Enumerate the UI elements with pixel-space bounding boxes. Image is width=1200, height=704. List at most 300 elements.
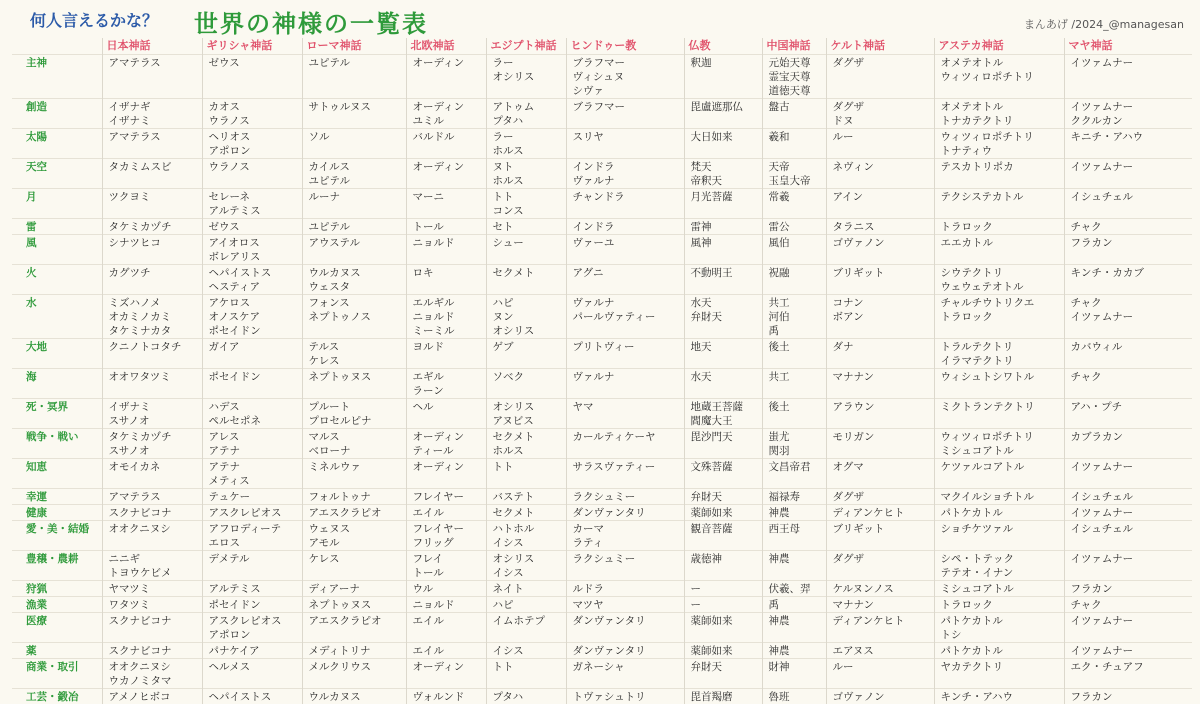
god-cell: フォンス ネプトゥノス (302, 295, 406, 339)
god-cell: モリガン (826, 429, 934, 459)
god-cell: 薬師如来 (684, 643, 762, 659)
god-cell: トト (486, 459, 566, 489)
god-cell: アウステル (302, 235, 406, 265)
god-cell: ロキ (406, 265, 486, 295)
god-cell: 魯班 (762, 689, 826, 704)
god-cell: ネプトゥヌス (302, 369, 406, 399)
god-cell: フレイヤー フリッグ (406, 521, 486, 551)
god-cell: インドラ (566, 219, 684, 235)
god-cell: プタハ (486, 689, 566, 704)
god-cell: ルーナ (302, 189, 406, 219)
god-cell: 月光菩薩 (684, 189, 762, 219)
god-cell: 蚩尤 関羽 (762, 429, 826, 459)
table-row (12, 219, 1192, 235)
table-row (12, 505, 1192, 521)
god-cell: オーディン (406, 659, 486, 689)
god-cell: 福禄寿 (762, 489, 826, 505)
god-cell: エク・チュアフ (1064, 659, 1192, 689)
god-cell: ゼウス (202, 55, 302, 99)
god-cell: ダグザ ドヌ (826, 99, 934, 129)
god-cell: チャク (1064, 597, 1192, 613)
category-label: 健康 (12, 505, 102, 521)
god-cell: フラカン (1064, 235, 1192, 265)
god-cell: 後土 (762, 399, 826, 429)
god-cell: イツァムナー (1064, 55, 1192, 99)
column-header: 日本神話 (102, 38, 202, 55)
god-cell: ケツァルコアトル (934, 459, 1064, 489)
god-cell: ミネルウァ (302, 459, 406, 489)
god-cell: 盤古 (762, 99, 826, 129)
god-cell: 水天 (684, 369, 762, 399)
god-cell: チャク (1064, 219, 1192, 235)
god-cell: 風伯 (762, 235, 826, 265)
god-cell: スクナビコナ (102, 643, 202, 659)
god-cell: 天帝 玉皇大帝 (762, 159, 826, 189)
god-cell: ハピ (486, 597, 566, 613)
god-cell: ワタツミ (102, 597, 202, 613)
god-cell: エイル (406, 505, 486, 521)
god-cell: ラー オシリス (486, 55, 566, 99)
table-header-corner (12, 38, 102, 55)
god-cell: ー (684, 581, 762, 597)
god-cell: アスクレピオス (202, 505, 302, 521)
column-header: アステカ神話 (934, 38, 1064, 55)
god-cell: ウィツィロポチトリ トナティウ (934, 129, 1064, 159)
god-cell: チャルチウトリクエ トラロック (934, 295, 1064, 339)
god-cell: ウルカヌス ウェスタ (302, 265, 406, 295)
god-cell: 地天 (684, 339, 762, 369)
god-cell: ー (684, 597, 762, 613)
god-cell: シナツヒコ (102, 235, 202, 265)
god-cell: ヘル (406, 399, 486, 429)
god-cell: ミシュコアトル (934, 581, 1064, 597)
god-cell: イツァムナー (1064, 505, 1192, 521)
god-cell: ゴヴァノン (826, 235, 934, 265)
god-cell: トール (406, 219, 486, 235)
god-cell: マツヤ (566, 597, 684, 613)
god-cell: トラロック (934, 219, 1064, 235)
god-cell: ディアンケヒト (826, 505, 934, 521)
god-cell: ガネーシャ (566, 659, 684, 689)
god-cell: キンチ・カカブ (1064, 265, 1192, 295)
god-cell: パトケカトル トシ (934, 613, 1064, 643)
god-cell: パトケカトル (934, 505, 1064, 521)
god-cell: エエカトル (934, 235, 1064, 265)
god-cell: 神農 (762, 613, 826, 643)
god-cell: ウィシュトシワトル (934, 369, 1064, 399)
god-cell: アマテラス (102, 55, 202, 99)
god-cell: ハデス ペルセポネ (202, 399, 302, 429)
god-cell: ヴォルンド (406, 689, 486, 704)
god-cell: オメテオトル トナカテクトリ (934, 99, 1064, 129)
god-cell: サトゥルヌス (302, 99, 406, 129)
god-cell: オメテオトル ウィツィロポチトリ (934, 55, 1064, 99)
god-cell: 伏羲、羿 (762, 581, 826, 597)
table-row (12, 551, 1192, 581)
god-cell: 禹 (762, 597, 826, 613)
god-cell: タラニス (826, 219, 934, 235)
god-cell: スクナビコナ (102, 505, 202, 521)
god-cell: イツァムナー (1064, 159, 1192, 189)
category-label: 戦争・戦い (12, 429, 102, 459)
god-cell: イシュチェル (1064, 189, 1192, 219)
god-cell: 元始天尊 霊宝天尊 道徳天尊 (762, 55, 826, 99)
god-cell: ウル (406, 581, 486, 597)
god-cell: フレイ トール (406, 551, 486, 581)
table-row (12, 129, 1192, 159)
god-cell: ミズハノメ オカミノカミ タケミナカタ (102, 295, 202, 339)
god-cell: インドラ ヴァルナ (566, 159, 684, 189)
god-cell: マーニ (406, 189, 486, 219)
god-cell: スクナビコナ (102, 613, 202, 643)
category-label: 大地 (12, 339, 102, 369)
god-cell: デメテル (202, 551, 302, 581)
god-cell: 地蔵王菩薩 閻魔大王 (684, 399, 762, 429)
god-cell: イザナギ イザナミ (102, 99, 202, 129)
god-cell: アレス アテナ (202, 429, 302, 459)
god-cell: ヘリオス アポロン (202, 129, 302, 159)
god-cell: シュー (486, 235, 566, 265)
god-cell: オオワタツミ (102, 369, 202, 399)
god-cell: ニョルド (406, 235, 486, 265)
god-cell: ラー ホルス (486, 129, 566, 159)
category-label: 愛・美・結婚 (12, 521, 102, 551)
god-cell: ユピテル (302, 219, 406, 235)
header (0, 0, 1200, 38)
god-cell: 弁財天 (684, 489, 762, 505)
category-label: 天空 (12, 159, 102, 189)
god-cell: ウィツィロポチトリ ミシュコアトル (934, 429, 1064, 459)
god-cell: チャンドラ (566, 189, 684, 219)
god-cell: ダグザ (826, 489, 934, 505)
god-cell: ユピテル (302, 55, 406, 99)
god-cell: フォルトゥナ (302, 489, 406, 505)
god-cell: アスクレピオス アポロン (202, 613, 302, 643)
god-cell: オグマ (826, 459, 934, 489)
column-header: ヒンドゥー教 (566, 38, 684, 55)
god-cell: キニチ・アハウ (1064, 129, 1192, 159)
god-cell: プリトヴィー (566, 339, 684, 369)
god-cell: エイル (406, 613, 486, 643)
god-cell: ヤマツミ (102, 581, 202, 597)
god-cell: シウテクトリ ウェウェテオトル (934, 265, 1064, 295)
god-cell: セレーネ アルテミス (202, 189, 302, 219)
god-cell: 文昌帝君 (762, 459, 826, 489)
god-cell: カールティケーヤ (566, 429, 684, 459)
god-cell: トト コンス (486, 189, 566, 219)
god-cell: トラルテクトリ イラマテクトリ (934, 339, 1064, 369)
column-header: 仏教 (684, 38, 762, 55)
category-label: 豊穣・農耕 (12, 551, 102, 581)
category-label: 太陽 (12, 129, 102, 159)
god-cell: シペ・トテック テテオ・イナン (934, 551, 1064, 581)
god-cell: 文殊菩薩 (684, 459, 762, 489)
god-cell: タケミカヅチ (102, 219, 202, 235)
god-cell: 神農 (762, 505, 826, 521)
god-cell: ゼウス (202, 219, 302, 235)
category-label: 海 (12, 369, 102, 399)
god-cell: オーディン (406, 55, 486, 99)
god-cell: ブラフマー (566, 99, 684, 129)
god-cell: 不動明王 (684, 265, 762, 295)
god-cell: カーマ ラティ (566, 521, 684, 551)
god-cell: マクイルショチトル (934, 489, 1064, 505)
god-cell: ヘパイストス (202, 689, 302, 704)
god-cell: ダグザ (826, 55, 934, 99)
god-cell: イザナミ スサノオ (102, 399, 202, 429)
god-cell: ダンヴァンタリ (566, 643, 684, 659)
god-cell: ケルヌンノス (826, 581, 934, 597)
table-row (12, 429, 1192, 459)
god-cell: ネイト (486, 581, 566, 597)
god-cell: アグニ (566, 265, 684, 295)
god-cell: ウェヌス アモル (302, 521, 406, 551)
question-text: 何人言えるかな？ (30, 8, 158, 31)
god-cell: オーディン (406, 159, 486, 189)
category-label: 工芸・鍛冶 (12, 689, 102, 704)
god-cell: セクメト (486, 265, 566, 295)
god-cell: 共工 (762, 369, 826, 399)
god-cell: オーディン ユミル (406, 99, 486, 129)
god-cell: イツァムナー (1064, 643, 1192, 659)
god-cell: セクメト ホルス (486, 429, 566, 459)
god-cell: テスカトリポカ (934, 159, 1064, 189)
god-cell: イシュチェル (1064, 521, 1192, 551)
god-cell: 毘沙門天 (684, 429, 762, 459)
god-cell: キンチ・アハウ (934, 689, 1064, 704)
god-cell: アメノヒボコ (102, 689, 202, 704)
god-cell: 毘盧遮那仏 (684, 99, 762, 129)
god-cell: メルクリウス (302, 659, 406, 689)
god-cell: フレイヤー (406, 489, 486, 505)
god-cell: アマテラス (102, 129, 202, 159)
god-cell: カイルス ユピテル (302, 159, 406, 189)
god-cell: アラウン (826, 399, 934, 429)
god-cell: ヌト ホルス (486, 159, 566, 189)
god-cell: セクメト (486, 505, 566, 521)
table-row (12, 369, 1192, 399)
god-cell: ソル (302, 129, 406, 159)
god-cell: 神農 (762, 643, 826, 659)
category-label: 医療 (12, 613, 102, 643)
god-cell: アエスクラピオ (302, 505, 406, 521)
god-cell: ネヴィン (826, 159, 934, 189)
table-row (12, 643, 1192, 659)
god-cell: ツクヨミ (102, 189, 202, 219)
category-label: 死・冥界 (12, 399, 102, 429)
god-cell: 梵天 帝釈天 (684, 159, 762, 189)
god-cell: ラクシュミー (566, 551, 684, 581)
god-cell: ミクトランテクトリ (934, 399, 1064, 429)
god-cell: ゴヴァノン (826, 689, 934, 704)
table-row (12, 581, 1192, 597)
god-cell: ニョルド (406, 597, 486, 613)
category-label: 風 (12, 235, 102, 265)
god-cell: イツァムナー (1064, 459, 1192, 489)
god-cell: ガイア (202, 339, 302, 369)
god-cell: サラスヴァティー (566, 459, 684, 489)
god-cell: バステト (486, 489, 566, 505)
god-cell: ソベク (486, 369, 566, 399)
god-cell: 風神 (684, 235, 762, 265)
category-label: 雷 (12, 219, 102, 235)
god-cell: カブラカン (1064, 429, 1192, 459)
god-cell: ヨルド (406, 339, 486, 369)
god-cell: エアヌス (826, 643, 934, 659)
god-cell: ルドラ (566, 581, 684, 597)
god-cell: タカミムスビ (102, 159, 202, 189)
table-row (12, 597, 1192, 613)
god-cell: ブリギット (826, 265, 934, 295)
god-cell: カオス ウラノス (202, 99, 302, 129)
table-row (12, 159, 1192, 189)
column-header: 北欧神話 (406, 38, 486, 55)
column-header: エジプト神話 (486, 38, 566, 55)
god-cell: 毘首羯磨 (684, 689, 762, 704)
god-cell: ダンヴァンタリ (566, 613, 684, 643)
category-label: 主神 (12, 55, 102, 99)
god-cell: テュケー (202, 489, 302, 505)
god-cell: カバウィル (1064, 339, 1192, 369)
god-cell: イツァムナー ククルカン (1064, 99, 1192, 129)
category-label: 火 (12, 265, 102, 295)
god-cell: オオクニヌシ (102, 521, 202, 551)
god-cell: 雷公 (762, 219, 826, 235)
table-row (12, 399, 1192, 429)
god-cell: パナケイア (202, 643, 302, 659)
table-row (12, 99, 1192, 129)
god-cell: マルス ベローナ (302, 429, 406, 459)
table-row (12, 689, 1192, 704)
god-cell: マナナン (826, 369, 934, 399)
god-cell: イシス (486, 643, 566, 659)
god-cell: タケミカヅチ スサノオ (102, 429, 202, 459)
god-cell: コナン ボアン (826, 295, 934, 339)
god-cell: チャク イツァムナー (1064, 295, 1192, 339)
table-row (12, 521, 1192, 551)
column-header: ケルト神話 (826, 38, 934, 55)
table-header-row (12, 38, 1192, 55)
god-cell: 祝融 (762, 265, 826, 295)
god-cell: エギル ラーン (406, 369, 486, 399)
category-label: 知恵 (12, 459, 102, 489)
god-cell: ハトホル イシス (486, 521, 566, 551)
god-cell: 共工 河伯 禹 (762, 295, 826, 339)
god-cell: 歳徳神 (684, 551, 762, 581)
gods-table (12, 38, 1192, 704)
god-cell: ヴァーユ (566, 235, 684, 265)
column-header: マヤ神話 (1064, 38, 1192, 55)
god-cell: ヤカテクトリ (934, 659, 1064, 689)
god-cell: カグツチ (102, 265, 202, 295)
god-cell: ブラフマー ヴィシュヌ シヴァ (566, 55, 684, 99)
table-row (12, 489, 1192, 505)
category-label: 狩猟 (12, 581, 102, 597)
god-cell: イツァムナー (1064, 551, 1192, 581)
god-cell: セト (486, 219, 566, 235)
god-cell: イムホテプ (486, 613, 566, 643)
god-cell: テルス ケレス (302, 339, 406, 369)
god-cell: ニニギ トヨウケビメ (102, 551, 202, 581)
god-cell: ショチケツァル (934, 521, 1064, 551)
god-cell: アイン (826, 189, 934, 219)
god-cell: ネプトゥヌス (302, 597, 406, 613)
table-row (12, 265, 1192, 295)
god-cell: アフロディーテ エロス (202, 521, 302, 551)
god-cell: フラカン (1064, 689, 1192, 704)
table-row (12, 659, 1192, 689)
god-cell: ポセイドン (202, 369, 302, 399)
category-label: 薬 (12, 643, 102, 659)
god-cell: 神農 (762, 551, 826, 581)
god-cell: ブリギット (826, 521, 934, 551)
god-cell: テクシステカトル (934, 189, 1064, 219)
god-cell: バルドル (406, 129, 486, 159)
category-label: 幸運 (12, 489, 102, 505)
god-cell: 観音菩薩 (684, 521, 762, 551)
god-cell: ダンヴァンタリ (566, 505, 684, 521)
god-cell: 釈迦 (684, 55, 762, 99)
god-cell: オシリス アヌビス (486, 399, 566, 429)
god-cell: 後土 (762, 339, 826, 369)
god-cell: アテナ メティス (202, 459, 302, 489)
god-cell: トト (486, 659, 566, 689)
god-cell: パトケカトル (934, 643, 1064, 659)
god-cell: ディアーナ (302, 581, 406, 597)
god-cell: アルテミス (202, 581, 302, 597)
page-title: 世界の神様の一覧表 (194, 4, 428, 39)
god-cell: 財神 (762, 659, 826, 689)
god-cell: アトゥム プタハ (486, 99, 566, 129)
table-row (12, 235, 1192, 265)
god-cell: メディトリナ (302, 643, 406, 659)
category-label: 商業・取引 (12, 659, 102, 689)
god-cell: 水天 弁財天 (684, 295, 762, 339)
column-header: 中国神話 (762, 38, 826, 55)
table-body (12, 55, 1192, 704)
god-cell: イシュチェル (1064, 489, 1192, 505)
god-cell: 薬師如来 (684, 505, 762, 521)
god-cell: フラカン (1064, 581, 1192, 597)
god-cell: アハ・プチ (1064, 399, 1192, 429)
god-cell: ヘパイストス ヘスティア (202, 265, 302, 295)
god-cell: ヘルメス (202, 659, 302, 689)
god-cell: トヴァシュトリ (566, 689, 684, 704)
god-cell: オシリス イシス (486, 551, 566, 581)
god-cell: 雷神 (684, 219, 762, 235)
god-cell: オーディン (406, 459, 486, 489)
god-cell: ヤマ (566, 399, 684, 429)
god-cell: 西王母 (762, 521, 826, 551)
god-cell: 薬師如来 (684, 613, 762, 643)
god-cell: ルー (826, 129, 934, 159)
table-row (12, 55, 1192, 99)
god-cell: ダグザ (826, 551, 934, 581)
god-cell: チャク (1064, 369, 1192, 399)
god-cell: マナナン (826, 597, 934, 613)
column-header: ギリシャ神話 (202, 38, 302, 55)
god-cell: ディアンケヒト (826, 613, 934, 643)
god-cell: 羲和 (762, 129, 826, 159)
god-cell: エイル (406, 643, 486, 659)
god-cell: オーディン ティール (406, 429, 486, 459)
god-cell: 弁財天 (684, 659, 762, 689)
god-cell: ダナ (826, 339, 934, 369)
table-row (12, 295, 1192, 339)
god-cell: エルギル ニョルド ミーミル (406, 295, 486, 339)
god-cell: ハピ ヌン オシリス (486, 295, 566, 339)
god-cell: スリヤ (566, 129, 684, 159)
